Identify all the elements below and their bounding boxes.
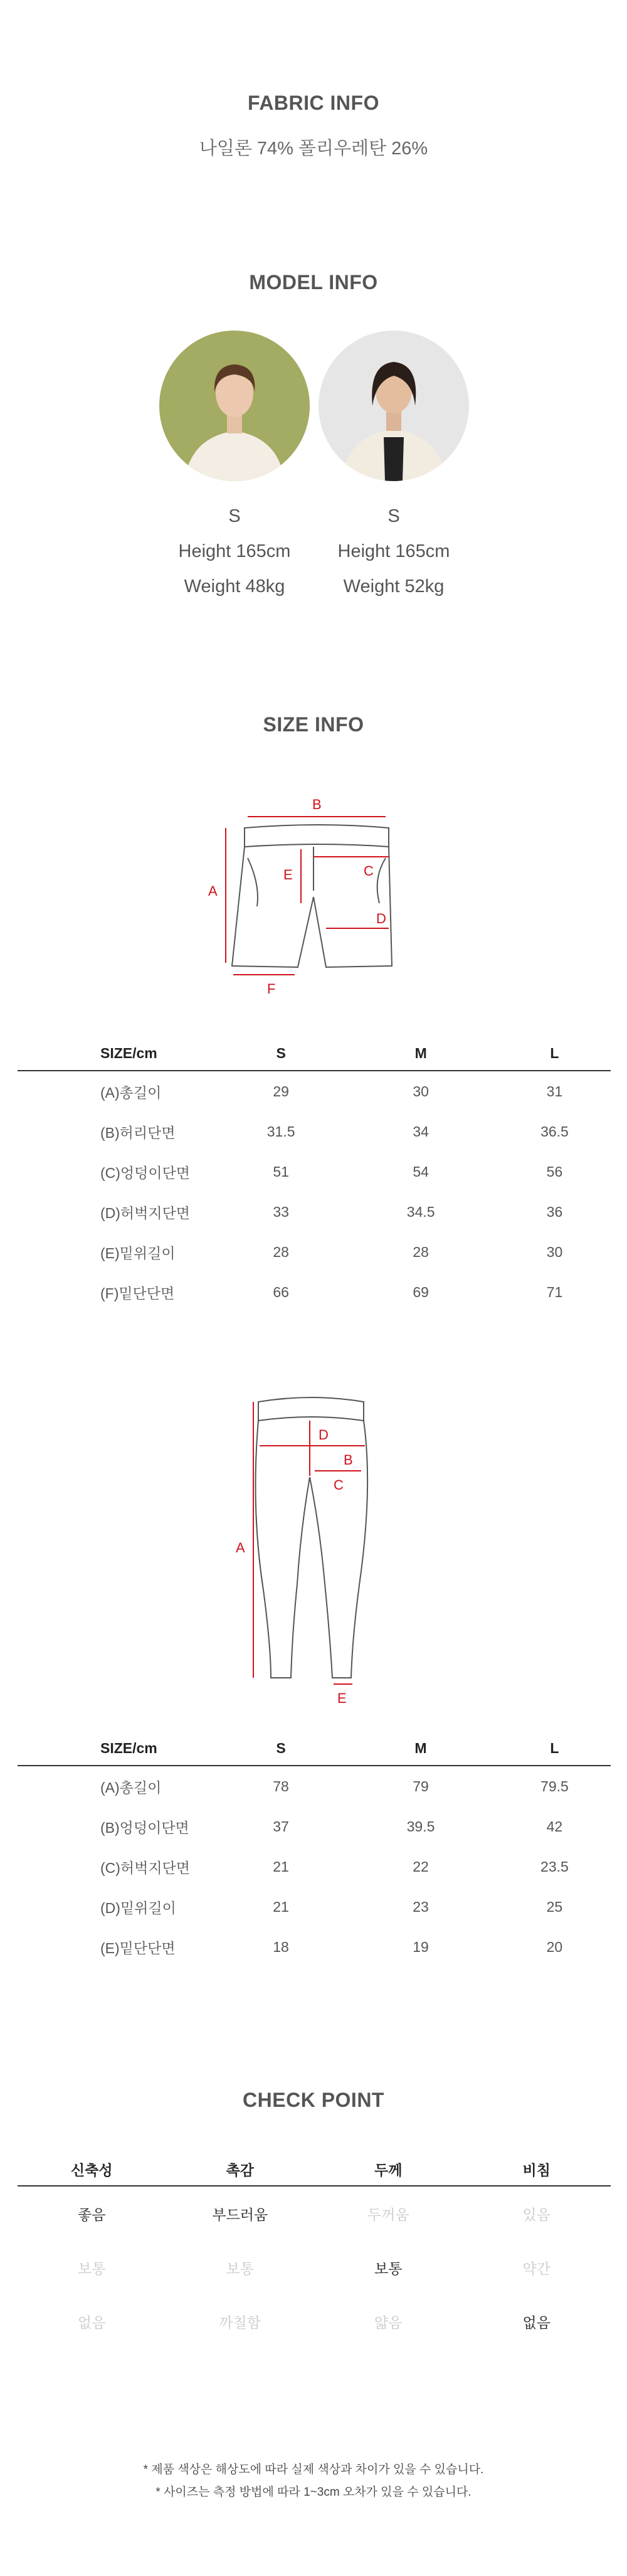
model-2-figure <box>319 331 469 481</box>
model-1-figure <box>159 331 310 481</box>
table-cell: (B)허리단면 <box>100 1124 176 1141</box>
note-color: * 제품 색상은 해상도에 따라 실제 색상과 차이가 있을 수 있습니다. <box>143 2463 484 2476</box>
table-cell: 없음 <box>78 2314 106 2331</box>
table-row <box>18 1232 611 1272</box>
table-cell: 20 <box>546 1938 563 1955</box>
table-cell: 28 <box>273 1243 289 1260</box>
table-row <box>18 1806 611 1847</box>
table-header-row <box>18 1731 611 1766</box>
table-cell: (A)총길이 <box>100 1779 162 1796</box>
table-cell: (D)밑위길이 <box>100 1899 176 1916</box>
table-cell: 보통 <box>78 2260 106 2277</box>
table-cell: 34.5 <box>406 1203 435 1220</box>
model-2-size: S <box>387 506 400 526</box>
header-cell: SIZE/cm <box>18 1036 219 1071</box>
leggings-outline <box>256 1397 368 1678</box>
shorts-label-d: D <box>376 911 386 926</box>
shorts-diagram <box>201 784 426 1004</box>
disclaimer-notes <box>0 2459 627 2504</box>
note-size: * 사이즈는 측정 방법에 따라 1~3cm 오차가 있을 수 있습니다. <box>155 2486 472 2499</box>
table-cell: 있음 <box>522 2206 551 2223</box>
model-photo-1 <box>159 331 310 481</box>
table-cell: 21 <box>273 1898 289 1915</box>
shorts-label-e: E <box>283 867 293 883</box>
table-cell: (D)허벅지단면 <box>100 1204 191 1221</box>
table-cell: (E)밑단단면 <box>100 1939 176 1956</box>
check-point-table <box>18 2153 611 2348</box>
table-cell: 23 <box>413 1898 429 1915</box>
model-info-title: MODEL INFO <box>249 271 378 294</box>
fabric-info-title: FABRIC INFO <box>248 92 379 114</box>
header-cell: M <box>343 1731 498 1766</box>
table-cell: 34 <box>413 1123 429 1140</box>
table-row <box>18 1111 611 1152</box>
table-cell: 23.5 <box>540 1858 569 1875</box>
table-cell: 까칠함 <box>219 2314 261 2331</box>
leggings-label-a: A <box>236 1540 245 1556</box>
table-cell: 22 <box>413 1858 429 1875</box>
table-cell: 29 <box>273 1083 289 1100</box>
table-cell: (A)총길이 <box>100 1084 162 1101</box>
header-cell: L <box>498 1731 611 1766</box>
model-photo-2 <box>319 331 469 481</box>
model-2-weight: Weight 52kg <box>343 576 445 596</box>
table-cell: 36 <box>546 1203 563 1220</box>
header-cell: 비침 <box>463 2153 611 2186</box>
table-row <box>18 1927 611 1967</box>
table-row <box>18 2240 611 2294</box>
table-cell: 79 <box>413 1778 429 1794</box>
leggings-label-e: E <box>337 1690 347 1706</box>
table-cell: 66 <box>273 1283 289 1300</box>
table-cell: 71 <box>546 1283 563 1300</box>
table-cell: 부드러움 <box>212 2206 268 2223</box>
table-cell: 25 <box>546 1898 563 1915</box>
check-point-title: CHECK POINT <box>243 2089 384 2111</box>
table-cell: 28 <box>413 1243 429 1260</box>
table-cell: 보통 <box>226 2260 254 2277</box>
table-row <box>18 2186 611 2240</box>
table-cell: 좋음 <box>78 2206 106 2223</box>
table-cell: 33 <box>273 1203 289 1220</box>
table-cell: 30 <box>546 1243 563 1260</box>
header-cell: 신축성 <box>18 2153 166 2186</box>
table-row <box>18 1887 611 1927</box>
leggings-label-d: D <box>319 1427 329 1443</box>
table-cell: 19 <box>413 1938 429 1955</box>
table-row <box>18 1847 611 1887</box>
fabric-composition: 나일론 74% 폴리우레탄 26% <box>199 139 428 159</box>
table-row <box>18 1152 611 1192</box>
table-header-row <box>18 2153 611 2186</box>
table-cell: 보통 <box>374 2260 403 2277</box>
table-cell: 두꺼움 <box>367 2206 409 2223</box>
header-cell: L <box>498 1036 611 1071</box>
table-cell: 37 <box>273 1818 289 1835</box>
table-cell: 없음 <box>522 2314 551 2331</box>
shorts-label-f: F <box>267 981 276 997</box>
model-2-info <box>300 499 488 604</box>
header-cell: SIZE/cm <box>18 1731 219 1766</box>
table-cell: (C)허벅지단면 <box>100 1859 191 1876</box>
shorts-label-c: C <box>364 863 374 879</box>
leggings-size-table <box>18 1731 611 1967</box>
header-cell: 두께 <box>314 2153 463 2186</box>
model-1-height: Height 165cm <box>178 541 291 561</box>
shorts-outline <box>232 825 392 967</box>
table-cell: 69 <box>413 1283 429 1300</box>
table-cell: 36.5 <box>540 1123 569 1140</box>
table-cell: 약간 <box>522 2260 551 2277</box>
table-cell: 42 <box>546 1818 563 1835</box>
table-row <box>18 1766 611 1806</box>
shorts-label-b: B <box>312 797 322 812</box>
table-cell: 54 <box>413 1163 429 1180</box>
table-cell: (E)밑위길이 <box>100 1244 176 1261</box>
table-cell: (B)엉덩이단면 <box>100 1819 189 1836</box>
table-cell: 56 <box>546 1163 563 1180</box>
shorts-size-table <box>18 1036 611 1312</box>
model-2-height: Height 165cm <box>337 541 450 561</box>
table-cell: (F)밑단단면 <box>100 1285 175 1301</box>
table-cell: 39.5 <box>406 1818 435 1835</box>
model-1-weight: Weight 48kg <box>184 576 285 596</box>
table-cell: 18 <box>273 1938 289 1955</box>
header-cell: S <box>219 1036 344 1071</box>
table-cell: 21 <box>273 1858 289 1875</box>
table-cell: 31 <box>546 1083 563 1100</box>
shorts-measure-lines <box>226 817 389 975</box>
table-row <box>18 1272 611 1312</box>
size-info-title: SIZE INFO <box>263 713 364 736</box>
leggings-label-b: B <box>344 1452 353 1468</box>
table-row <box>18 1071 611 1111</box>
leggings-measure-lines <box>253 1402 365 1684</box>
header-cell: M <box>343 1036 498 1071</box>
leggings-diagram <box>232 1383 389 1709</box>
table-header-row <box>18 1036 611 1071</box>
table-cell: 79.5 <box>540 1778 569 1794</box>
table-row <box>18 1192 611 1232</box>
header-cell: 촉감 <box>166 2153 315 2186</box>
table-cell: 30 <box>413 1083 429 1100</box>
table-cell: 51 <box>273 1163 289 1180</box>
shorts-label-a: A <box>208 883 218 899</box>
table-cell: (C)엉덩이단면 <box>100 1164 191 1181</box>
table-cell: 31.5 <box>266 1123 295 1140</box>
table-row <box>18 2294 611 2348</box>
leggings-label-c: C <box>334 1477 344 1493</box>
table-cell: 78 <box>273 1778 289 1794</box>
header-cell: S <box>219 1731 343 1766</box>
table-cell: 얇음 <box>374 2314 403 2331</box>
model-1-size: S <box>228 506 241 526</box>
